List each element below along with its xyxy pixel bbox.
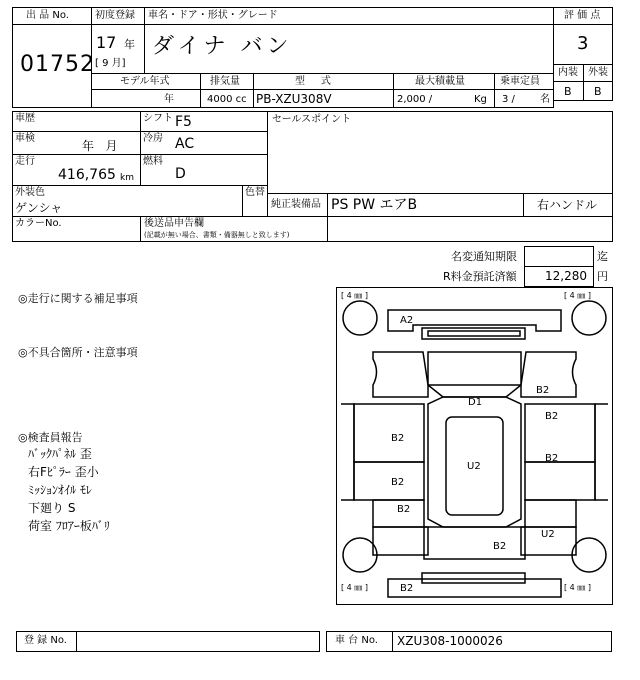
mark-b2-right-fender: B2 <box>536 385 550 396</box>
lot-number-label: 出 品 No. <box>26 10 69 21</box>
inspector-title: ◎検査員報告 <box>18 431 83 444</box>
inspector-line-3: ﾐｯｼｮﾝｵｲﾙ ﾓﾚ <box>28 483 92 497</box>
inspection-label: 車検 <box>15 133 35 144</box>
recycle-label: R料金預託済額 <box>443 270 517 283</box>
mileage-label: 走行 <box>15 156 35 167</box>
model-year-unit: 年 <box>164 94 174 105</box>
exterior-color-value: ゲンシャ <box>15 201 63 215</box>
rating-label: 評 価 点 <box>564 10 601 21</box>
color-no-label: カラーNo. <box>15 218 62 229</box>
tire-depth-front-right: [ 4 ㎜ ] <box>564 291 591 300</box>
displacement-value: 4000 cc <box>207 94 247 105</box>
interior-grade: B <box>564 85 572 98</box>
capacity-unit: 名 <box>540 94 550 105</box>
equipment-label: 純正装備品 <box>271 199 321 210</box>
mark-b2-rear-bumper: B2 <box>400 583 414 594</box>
sales-points-label: セールスポイント <box>272 114 352 125</box>
mark-u2-roof: U2 <box>467 461 481 472</box>
mileage-unit: km <box>120 173 134 183</box>
capacity-label: 乗車定員 <box>500 76 540 87</box>
mark-u2-right-rear: U2 <box>541 529 555 540</box>
color-change-label: 色替 <box>245 187 265 198</box>
steering-value: 右ハンドル <box>537 198 598 212</box>
first-registration-year: 17 <box>96 33 117 52</box>
mark-b2-rear-panel: B2 <box>493 541 507 552</box>
ac-label: 冷房 <box>143 133 163 144</box>
fuel-value: D <box>175 166 186 182</box>
first-registration-label: 初度登録 <box>95 10 135 21</box>
vehicle-outline <box>336 287 613 605</box>
registration-number-label: 登 録 No. <box>24 635 67 646</box>
max-load-value: 2,000 / <box>397 94 433 105</box>
mark-a2-front-bumper: A2 <box>400 315 414 326</box>
inspector-line-1: ﾊﾞｯｸﾊﾟﾈﾙ 歪 <box>28 447 92 461</box>
mark-d1-windshield: D1 <box>468 397 483 408</box>
ac-value: AC <box>175 136 195 152</box>
type-label: 型 式 <box>295 76 331 87</box>
type-value: PB-XZU308V <box>256 92 332 106</box>
exterior-grade: B <box>594 85 602 98</box>
chassis-number-label: 車 台 No. <box>335 635 378 646</box>
max-load-label: 最大積載量 <box>415 76 465 87</box>
displacement-label: 排気量 <box>210 76 240 87</box>
fuel-label: 燃料 <box>143 156 163 167</box>
declaration-value-box <box>327 216 613 242</box>
mark-b2-right-rear-door: B2 <box>545 453 559 464</box>
mark-b2-right-front-door: B2 <box>545 411 559 422</box>
car-name-label: 車名・ドア・形状・グレード <box>148 10 278 21</box>
max-load-unit: Kg <box>474 94 487 105</box>
year-unit-label: 年 <box>124 38 135 51</box>
history-label: 車歴 <box>15 113 35 124</box>
defects-title: ◎不具合箇所・注意事項 <box>18 346 138 359</box>
name-change-box <box>524 246 594 267</box>
inspector-line-5: 荷室 ﾌﾛｱｰ板ﾊﾞﾘ <box>28 519 110 533</box>
lot-number: 01752 <box>20 52 95 77</box>
mark-b2-left-rear-door: B2 <box>391 477 405 488</box>
recycle-amount: 12,280 <box>545 269 587 283</box>
shift-value: F5 <box>175 114 192 130</box>
equipment-value: PS PW エアB <box>331 197 418 213</box>
inspector-line-2: 右Fﾋﾟﾗｰ 歪小 <box>28 465 99 479</box>
tire-depth-rear-right: [ 4 ㎜ ] <box>564 583 591 592</box>
car-name: ダイナ バン <box>152 34 293 59</box>
tire-depth-front-left: [ 4 ㎜ ] <box>341 291 368 300</box>
mileage-value: 416,765 <box>58 167 116 183</box>
name-change-unit: 迄 <box>597 250 608 263</box>
mark-b2-left-front-door: B2 <box>391 433 405 444</box>
supplement-title: ◎走行に関する補足事項 <box>18 292 138 305</box>
declaration-label: 後送品申告欄 <box>144 218 204 229</box>
exterior-color-label: 外装色 <box>15 187 45 198</box>
inspector-line-4: 下廻り S <box>28 501 76 515</box>
recycle-unit: 円 <box>597 270 608 283</box>
overall-rating: 3 <box>577 33 589 54</box>
inspection-value: 年 月 <box>82 139 118 153</box>
chassis-number: XZU308-1000026 <box>397 634 503 648</box>
shift-label: シフト <box>143 113 173 124</box>
model-year-label: モデル年式 <box>120 76 170 87</box>
interior-label: 内装 <box>558 67 578 78</box>
first-registration-month: [ 9 月] <box>95 58 126 69</box>
tire-depth-rear-left: [ 4 ㎜ ] <box>341 583 368 592</box>
exterior-label: 外装 <box>588 67 608 78</box>
capacity-value: 3 / <box>502 94 515 105</box>
name-change-label: 名変通知期限 <box>451 250 517 263</box>
mark-b2-left-rear-fender: B2 <box>397 504 411 515</box>
declaration-note: (記載が無い場合、書類・備器無しと致します) <box>144 231 290 239</box>
